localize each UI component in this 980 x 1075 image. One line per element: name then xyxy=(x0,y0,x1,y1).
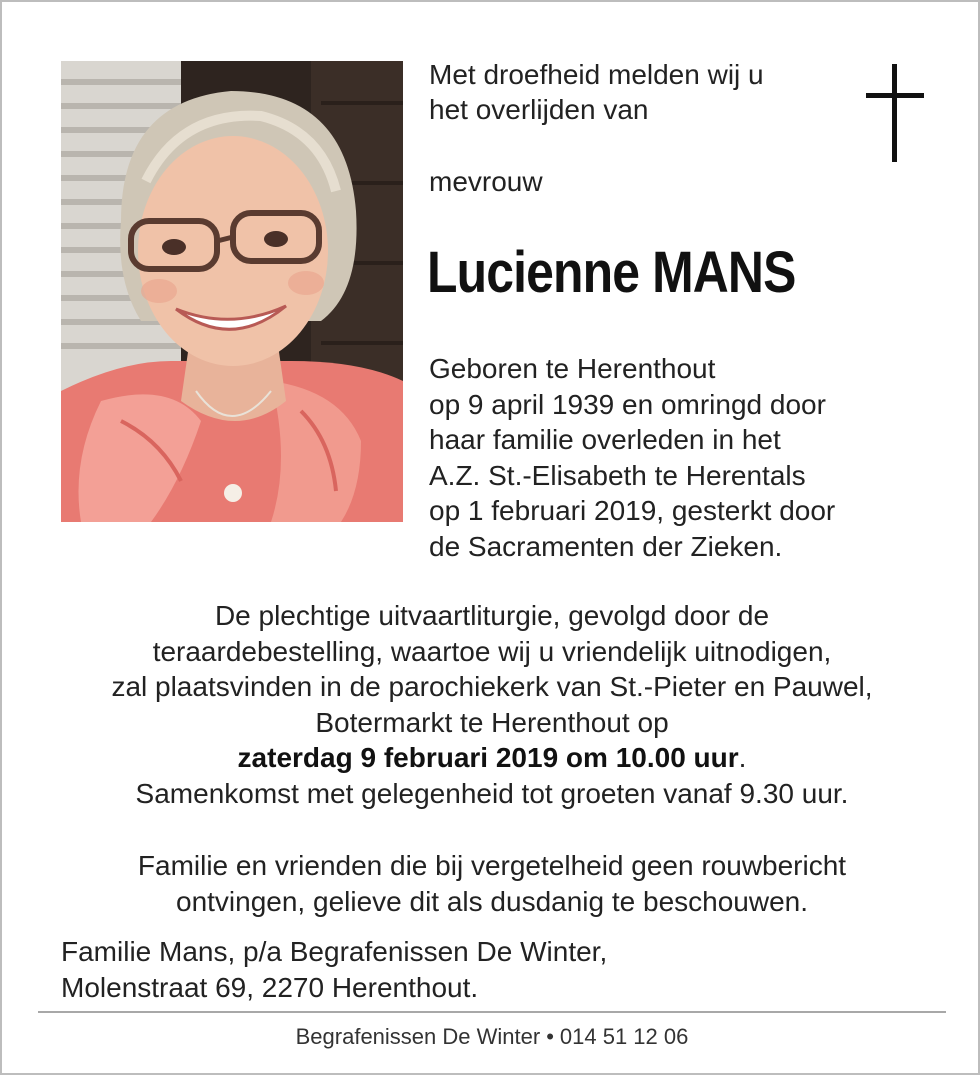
ceremony-line: Botermarkt te Herenthout op xyxy=(315,706,669,738)
footer-company: Begrafenissen De Winter xyxy=(295,1024,541,1049)
intro-line: Met droefheid melden wij u xyxy=(429,59,764,90)
biography xyxy=(429,351,949,564)
footer-separator: • xyxy=(546,1024,554,1049)
intro-line: het overlijden van xyxy=(429,94,649,125)
bio-line: de Sacramenten der Zieken. xyxy=(429,530,783,562)
bio-line: op 9 april 1939 en omringd door xyxy=(429,388,826,420)
ceremony-date-suffix: . xyxy=(738,742,747,773)
ceremony-line: zal plaatsvinden in de parochiekerk van St.-Pieter en Pauwel, xyxy=(111,671,873,702)
bio-line: haar familie overleden in het xyxy=(429,424,781,455)
signature-line: Familie Mans, p/a Begrafenissen De Winter, xyxy=(61,936,608,967)
bio-line: Geboren te Herenthout xyxy=(429,353,716,384)
deceased-name: Lucienne MANS xyxy=(427,240,796,305)
no-notice-message xyxy=(32,848,952,919)
footer-phone: 014 51 12 06 xyxy=(559,1024,689,1049)
signature-line: Molenstraat 69, 2270 Herenthout. xyxy=(61,971,479,1003)
intro-text xyxy=(429,57,849,127)
footer-divider xyxy=(38,1011,946,1013)
footer xyxy=(38,1023,946,1051)
cross-icon xyxy=(866,64,924,162)
honorific: mevrouw xyxy=(429,166,543,197)
bio-line: op 1 februari 2019, gesterkt door xyxy=(429,495,836,526)
ceremony-details xyxy=(32,598,952,811)
no-notice-line: Familie en vrienden die bij vergetelheid geen rouwbericht xyxy=(137,850,847,881)
portrait-photo xyxy=(61,61,403,522)
ceremony-date-line xyxy=(32,740,952,776)
bio-line: A.Z. St.-Elisabeth te Herentals xyxy=(429,459,806,491)
family-signature xyxy=(61,934,861,1005)
ceremony-date: zaterdag 9 februari 2019 om 10.00 uur xyxy=(237,742,739,773)
ceremony-line: teraardebestelling, waartoe wij u vriendelijk uitnodigen, xyxy=(152,635,832,667)
ceremony-line: De plechtige uitvaartliturgie, gevolgd door de xyxy=(214,600,770,631)
no-notice-line: ontvingen, gelieve dit als dusdanig te beschouwen. xyxy=(176,885,808,917)
gathering-line: Samenkomst met gelegenheid tot groeten vanaf 9.30 uur. xyxy=(135,777,849,809)
